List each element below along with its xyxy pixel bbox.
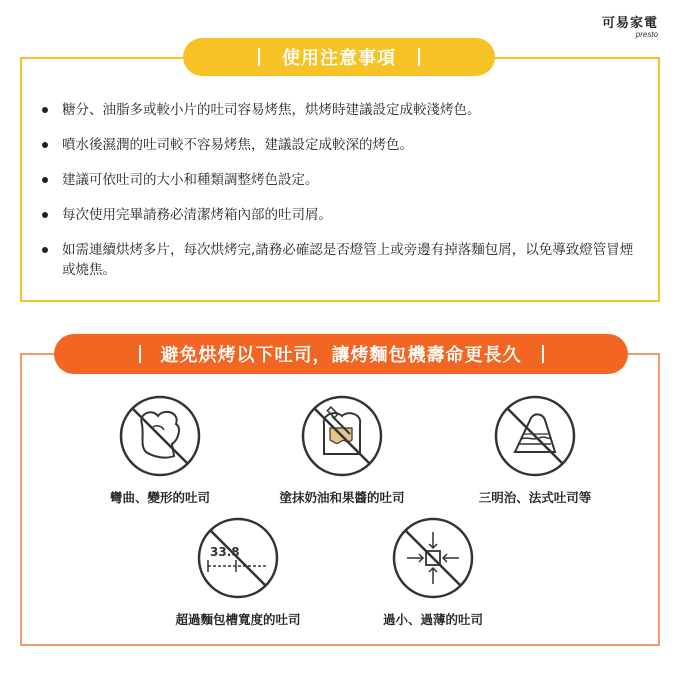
avoid-item-label: 超過麵包槽寬度的吐司 bbox=[175, 612, 301, 627]
buttered-bread-prohibited-icon bbox=[300, 394, 384, 478]
list-item: 噴水後濕潤的吐司較不容易烤焦，建議設定成較深的烤色。 bbox=[42, 135, 642, 155]
sandwich-prohibited-icon bbox=[493, 394, 577, 478]
divider-bar bbox=[542, 345, 544, 363]
avoid-item bbox=[158, 516, 318, 628]
brand-logo bbox=[602, 12, 658, 39]
brand-sub: presto bbox=[635, 30, 658, 39]
avoid-item-label: 三明治、法式吐司等 bbox=[478, 490, 592, 505]
list-item: 如需連續烘烤多片，每次烘烤完,請務必確認是否燈管上或旁邊有掉落麵包屑，以免導致燈管冒煙或燒焦。 bbox=[42, 240, 642, 280]
wide-bread-prohibited-icon bbox=[196, 516, 280, 600]
avoid-item-label: 過小、過薄的吐司 bbox=[382, 612, 483, 627]
notes-title-banner bbox=[183, 38, 495, 76]
deformed-bread-prohibited-icon bbox=[118, 394, 202, 478]
divider-bar bbox=[139, 345, 141, 363]
list-item: 糖分、油脂多或較小片的吐司容易烤焦，烘烤時建議設定成較淺烤色。 bbox=[42, 100, 642, 120]
divider-bar bbox=[258, 48, 260, 66]
avoid-title: 避免烘烤以下吐司，讓烤麵包機壽命更長久 bbox=[160, 345, 522, 366]
avoid-item bbox=[262, 394, 422, 506]
avoid-item bbox=[460, 394, 610, 506]
brand-name: 可易家電 bbox=[601, 16, 658, 31]
avoid-item-label: 彎曲、變形的吐司 bbox=[109, 490, 210, 505]
list-item: 建議可依吐司的大小和種類調整烤色設定。 bbox=[42, 170, 642, 190]
avoid-item bbox=[90, 394, 230, 506]
avoid-item-label: 塗抹奶油和果醬的吐司 bbox=[279, 490, 405, 505]
avoid-item bbox=[363, 516, 503, 628]
notes-list bbox=[42, 100, 642, 295]
avoid-title-banner bbox=[54, 334, 628, 374]
measure-label: 33.8 bbox=[210, 545, 240, 559]
list-item: 每次使用完畢請務必清潔烤箱內部的吐司屑。 bbox=[42, 205, 642, 225]
small-bread-prohibited-icon bbox=[391, 516, 475, 600]
notes-title: 使用注意事項 bbox=[282, 48, 396, 69]
divider-bar bbox=[418, 48, 420, 66]
